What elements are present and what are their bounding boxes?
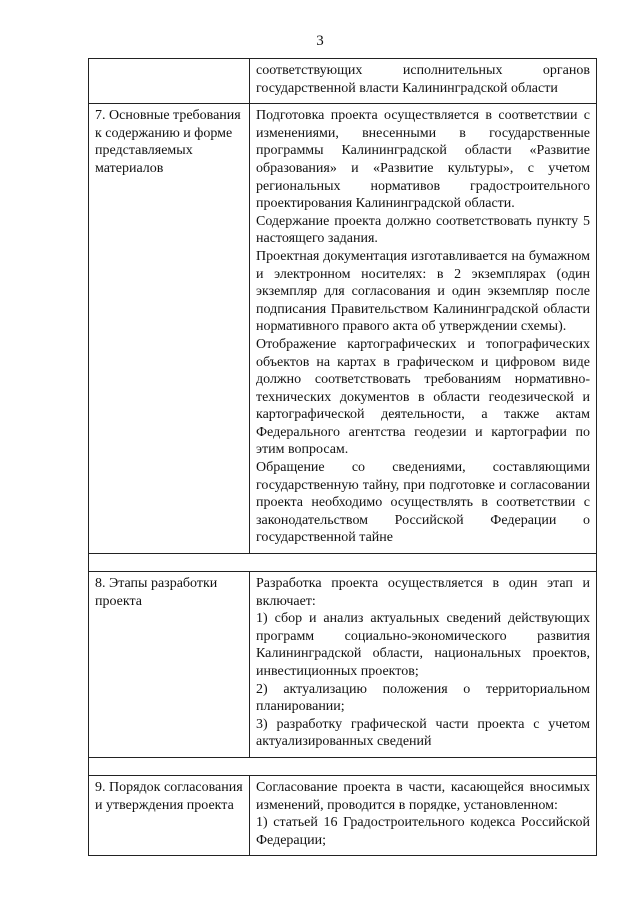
paragraph: Согласование проекта в части, касающейся вносимых изменений, проводится в порядке, установленном: bbox=[256, 779, 590, 813]
row-label-cell: 7. Основные требования к содержанию и форме представляемых материалов bbox=[89, 104, 250, 554]
paragraph: Проектная документация изготавливается на бумажном и электронном носителях: в 2 экземплярах (один экземпляр для согласования и один экземпляр после подписания Правительством Калининградской области нормативного правого акта об утверждении схемы). bbox=[256, 248, 590, 335]
paragraph: Подготовка проекта осуществляется в соответствии с изменениями, внесенными в государственные программы Калининградской области «Развитие образования» и «Развитие культуры», с учетом региональных нормативов градостроительного проектирования Калининградской области. bbox=[256, 108, 590, 212]
list-item: 2) актуализацию положения о территориальном планировании; bbox=[256, 681, 590, 715]
paragraph: Отображение картографических и топографических объектов на картах в графическом и цифровом виде должно соответствовать требованиям нормативно-технических документов в области геодезической и картографической деятельности, а также актам Федерального агентства геодезии и картографии по этим вопросам. bbox=[256, 336, 590, 458]
paragraph: Обращение со сведениями, составляющими государственную тайну, при подготовке и согласовании проекта необходимо осуществлять в соответствии с законодательством Российской Федерации о государственной тайне bbox=[256, 460, 590, 546]
table-spacer-row bbox=[89, 554, 597, 572]
paragraph: Содержание проекта должно соответствовать пункту 5 настоящего задания. bbox=[256, 213, 590, 247]
spacer-cell bbox=[89, 757, 597, 775]
paragraph: Разработка проекта осуществляется в один этап и включает: bbox=[256, 576, 590, 609]
table-row-approval bbox=[89, 775, 597, 855]
list-item: 1) сбор и анализ актуальных сведений действующих программ социально-экономического развития Калининградской области, национальных проектов, инвестиционных проектов; bbox=[256, 611, 590, 679]
row-label-cell: 8. Этапы разработки проекта bbox=[89, 572, 250, 758]
row-content-cell bbox=[250, 104, 597, 554]
table-row-requirements bbox=[89, 104, 597, 554]
spacer-cell bbox=[89, 554, 597, 572]
requirements-table bbox=[88, 58, 597, 856]
list-item: 1) статьей 16 Градостроительного кодекса Российской Федерации; bbox=[256, 815, 590, 848]
table-spacer-row bbox=[89, 757, 597, 775]
row-label-cell: 9. Порядок согласования и утверждения проекта bbox=[89, 775, 250, 855]
table-row-stages bbox=[89, 572, 597, 758]
row-content-cell bbox=[250, 59, 597, 104]
paragraph: соответствующих исполнительных органов государственной власти Калининградской области bbox=[256, 63, 590, 96]
row-content-cell bbox=[250, 775, 597, 855]
row-content-cell bbox=[250, 572, 597, 758]
list-item: 3) разработку графической части проекта с учетом актуализированных сведений bbox=[256, 716, 590, 750]
page-number: 3 bbox=[316, 33, 324, 49]
row-label-cell bbox=[89, 59, 250, 104]
table-row-continuation bbox=[89, 59, 597, 104]
